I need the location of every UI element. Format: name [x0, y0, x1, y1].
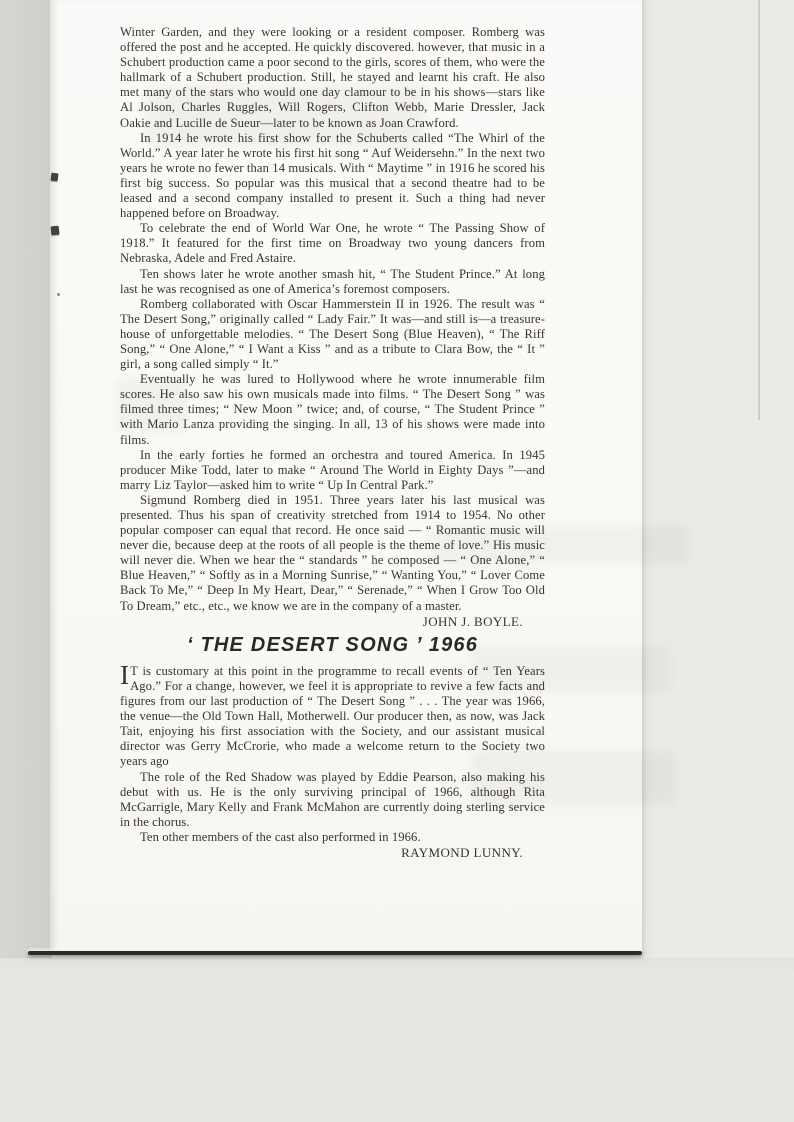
desert-song-paragraphs	[120, 659, 545, 845]
programme-page	[50, 0, 642, 955]
paragraph: To celebrate the end of World War One, he wrote “ The Passing Show of 1918.” It featured for the first time on Broadway two young dancers from Nebraska, Adele and Fred Astaire.	[120, 221, 545, 266]
byline-john-boyle: JOHN J. BOYLE.	[422, 613, 523, 629]
page-bottom-edge-shadow	[28, 951, 642, 955]
paragraph: IT is customary at this point in the programme to recall events of “ Ten Years Ago.” For a change, however, we feel it is appropriate to revive a few facts and figures from our last production of “ The Desert Song ” . . . The year was 1966, the venue—the Old Town Hall, Motherwell. Our producer then, as now, was Jack Tait, enjoying his first association with the Society, and our assistant musical director was Gerry McCrorie, who made a welcome return to the Society two years ago	[120, 659, 545, 769]
paragraph: Eventually he was lured to Hollywood where he wrote innumerable film scores. He also saw his own musicals made into films. “ The Desert Song ” was filmed three times; “ New Moon ” twice; and, of course, “ The Student Prince ” with Mario Lanza providing the singing. In all, 13 of his shows were made into films.	[120, 372, 545, 447]
underlying-page-bottom	[0, 958, 794, 1122]
paragraph: Ten other members of the cast also performed in 1966.	[140, 829, 421, 844]
underlying-page-edge-line	[758, 0, 760, 420]
page-text-column	[120, 25, 545, 860]
paragraph: Ten shows later he wrote another smash hit, “ The Student Prince.” At long last he was recognised as one of America’s foremost composers.	[120, 266, 545, 296]
romberg-paragraphs	[120, 25, 545, 614]
byline-raymond-lunny: RAYMOND LUNNY.	[401, 844, 523, 860]
staple-mark	[50, 173, 58, 182]
article-sigmund-romberg	[120, 25, 545, 629]
dust-speck	[57, 293, 60, 296]
section-heading-desert-song-1966: ‘ THE DESERT SONG ’ 1966	[186, 633, 479, 656]
underlying-page-edge-right	[640, 0, 794, 1122]
article-desert-song-1966	[120, 659, 545, 860]
paragraph: Romberg collaborated with Oscar Hammerstein II in 1926. The result was “ The Desert Song,” originally called “ Lady Fair.” It was—and still is—a treasure-house of unforgettable melodies. “ The Desert Song (Blue Heaven), “ The Riff Song,” “ One Alone,” “ I Want a Kiss ” and as a tribute to Clara Bow, the “ It ” girl, a song called simply “ It.”	[120, 296, 545, 372]
paragraph: In the early forties he formed an orchestra and toured America. In 1945 producer Mike Todd, later to make “ Around The World in Eighty Days ”—and marry Liz Taylor—asked him to write “ Up In Central Park.”	[120, 447, 545, 492]
paragraph: Winter Garden, and they were looking or a resident composer. Romberg was offered the post and he accepted. He quickly discovered. however, that music in a Schubert production came a poor second to the girls, scores of them, who were the hallmark of a Schubert production. Still, he stayed and learnt his craft. He also met many of the stars who would one day clamour to be in his shows—stars like Al Jolson, Charles Ruggles, Will Rogers, Clifton Webb, Marie Dressler, Jack Oakie and Lucille de Sueur—later to be known as Joan Crawford.	[120, 25, 545, 130]
paragraph: Sigmund Romberg died in 1951. Three years later his last musical was presented. Thus his span of creativity stretched from 1914 to 1954. No other popular composer can equal that record. He once said — “ Romantic music will never die, because deep at the roots of all people is the theme of love.” His music will never die. When we hear the “ standards ” he composed — “ One Alone,” “ Blue Heaven,” “ Softly as in a Morning Sunrise,” “ Wanting You,” “ Lover Come Back To Me,” “ Deep In My Heart, Dear,” “ Serenade,” “ When I Grow Too Old To Dream,” etc., etc., we know we are in the company of a master.	[120, 492, 545, 613]
paragraph: The role of the Red Shadow was played by Eddie Pearson, also making his debut with us. He is the only surviving principal of 1966, although Rita McGarrigle, Mary Kelly and Frank McMahon are currently doing sterling service in the chorus.	[120, 769, 545, 829]
staple-mark	[51, 226, 60, 236]
paragraph: In 1914 he wrote his first show for the Schuberts called “The Whirl of the World.” A year later he wrote his first hit song “ Auf Weidersehn.” In the next two years he wrote no fewer than 14 musicals. With “ Maytime ” in 1916 he scored his first big success. So popular was this musical that a second theatre had to be leased and a second company installed to present it. Such a thing had never happened before on Broadway.	[120, 130, 545, 221]
